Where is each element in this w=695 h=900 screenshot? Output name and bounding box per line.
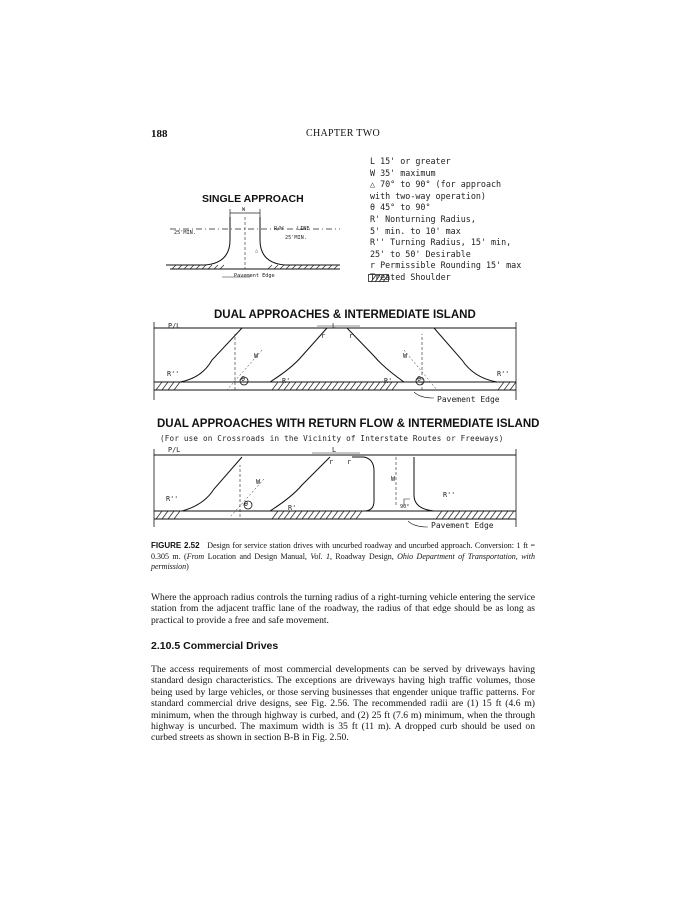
single-25min-right: 25'MIN.	[285, 235, 307, 241]
legend-item: 25' to 50' Desirable	[370, 248, 471, 259]
dual2-theta: θ	[244, 500, 249, 508]
dual2-pl-label: P/L	[168, 446, 181, 454]
figure-caption: FIGURE 2.52 Design for service station drives with uncurbed roadway and uncurbed approach. Conversion: 1 ft = 0.305 m. (From Location and Design Manual, Vol. 1, Roadway Design, Ohio Department of Transportation, with permission)	[151, 541, 536, 571]
single-approach-title: SINGLE APPROACH	[202, 193, 304, 205]
dual2-rpp-right: R''	[443, 491, 456, 499]
legend-item: R'' Turning Radius, 15' min,	[370, 237, 512, 248]
legend-item: L 15' or greater	[370, 156, 451, 166]
legend-item: θ 45° to 90°	[370, 202, 431, 213]
dual1-rp-left: R'	[282, 377, 291, 385]
section-heading: 2.10.5 Commercial Drives	[151, 640, 279, 652]
dual-approaches-title: DUAL APPROACHES & INTERMEDIATE ISLAND	[214, 309, 476, 321]
legend-item: with two-way operation)	[370, 190, 486, 201]
dual1-w-label: W	[254, 352, 259, 360]
dual1-rpp-left: R''	[167, 370, 180, 378]
single-delta-label: △	[255, 248, 259, 254]
dual2-rp-label: R'	[288, 504, 297, 512]
legend-item: W 35' maximum	[370, 167, 436, 178]
page-header	[151, 128, 535, 142]
legend-item: Treated Shoulder	[370, 271, 451, 282]
dual1-pavement-edge: Pavement Edge	[437, 395, 500, 404]
dual1-w-label: W	[403, 352, 408, 360]
return-flow-note: (For use on Crossroads in the Vicinity of Interstate Routes or Freeways)	[160, 434, 504, 443]
single-w-label: W	[242, 207, 246, 213]
single-pavement-edge: Pavement Edge	[234, 273, 275, 279]
dual2-w-label: W	[256, 478, 261, 486]
dual1-r-label: r	[321, 332, 326, 340]
legend-item: 5' min. to 10' max	[370, 225, 461, 236]
page-number: 188	[151, 128, 168, 140]
chapter-title: CHAPTER TWO	[306, 128, 380, 139]
dual1-l-label: L	[332, 322, 337, 330]
dual1-rpp-right: R''	[497, 370, 510, 378]
dual-approaches-diagram	[152, 320, 520, 405]
hatch-swatch-icon	[368, 274, 390, 283]
dual1-theta-left: θ	[241, 375, 246, 383]
dual2-l-label: L	[332, 446, 337, 454]
dual2-r-label: r	[329, 458, 334, 466]
return-flow-title: DUAL APPROACHES WITH RETURN FLOW & INTERMEDIATE ISLAND	[157, 418, 540, 430]
single-line-label: LINE	[297, 226, 310, 232]
body-paragraph: Where the approach radius controls the turning radius of a right-turning vehicle entering the service station from the adjacent traffic lane of the roadway, the radius of that edge should be as long as practical to provide a free and safe movement.	[151, 592, 535, 626]
dual2-w-label: W	[391, 475, 396, 483]
legend-item: R' Nonturning Radius,	[370, 213, 476, 224]
single-approach-diagram	[150, 205, 360, 275]
dual2-90-label: 90°	[400, 504, 410, 510]
figure-legend	[370, 156, 550, 284]
dual2-pavement-edge: Pavement Edge	[431, 521, 494, 530]
dual1-theta-right: θ	[417, 375, 422, 383]
single-rw-label: R/W	[274, 226, 284, 232]
dual1-rp-right: R'	[384, 377, 393, 385]
dual2-r-label: r	[347, 458, 352, 466]
legend-item: r Permissible Rounding 15' max	[370, 260, 522, 271]
dual1-pl-label: P/L	[168, 322, 181, 330]
single-25min-left: 25'MIN.	[174, 230, 196, 236]
dual1-r-label: r	[349, 332, 354, 340]
legend-item: △ 70° to 90° (for approach	[370, 179, 502, 190]
figure-label: FIGURE 2.52	[151, 541, 200, 550]
body-paragraph: The access requirements of most commercial developments can be served by driveways having standard design characteristics. The exceptions are driveways having high traffic volumes, those being used by large vehicles, or those serving businesses that engender unique traffic patterns. For standard commercial drive designs, see Fig. 2.56. The recommended radii are (1) 15 ft (4.6 m) minimum, when the through highway is curbed, and (2) 25 ft (7.6 m) minimum, when the through highway is uncurbed. The maximum width is 35 ft (11 m). A dropped curb should be used on curbed streets as shown in section B-B in Fig. 2.50.	[151, 664, 535, 744]
dual2-rpp-left: R''	[166, 495, 179, 503]
